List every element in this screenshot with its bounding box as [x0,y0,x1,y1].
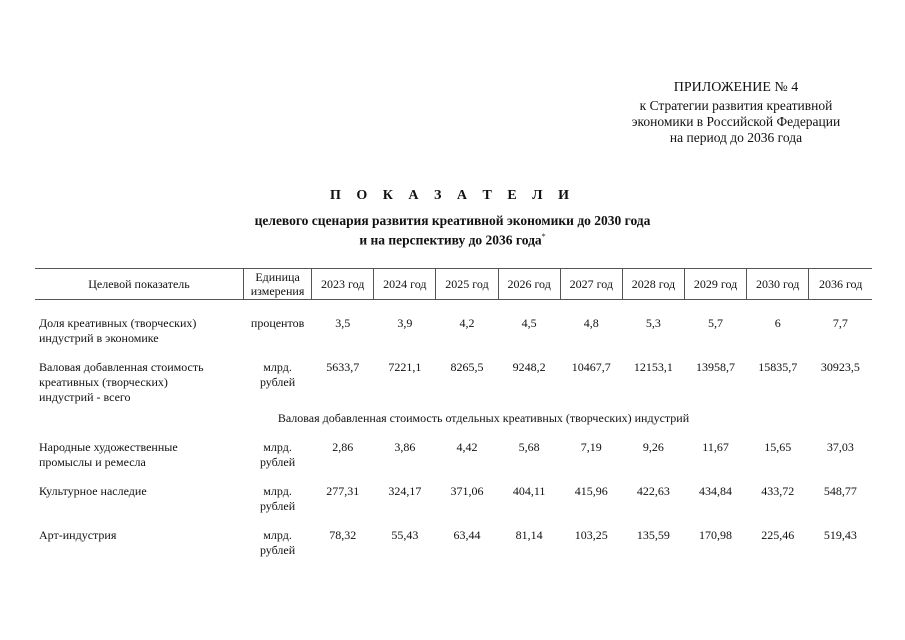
row-value: 324,17 [388,484,422,498]
row-value: 2,86 [332,440,354,454]
row-name-l1: Валовая добавленная стоимость [39,360,204,374]
header-year: 2030 год [747,269,809,300]
header-year: 2036 год [809,269,872,300]
row-value: 170,98 [699,528,733,542]
row-value: 5633,7 [326,360,360,374]
header-year: 2023 год [312,269,374,300]
row-unit-l2: рублей [259,543,296,557]
row-value: 8265,5 [450,360,484,374]
document-title: П О К А З А Т Е Л И [329,188,576,203]
header-year: 2028 год [622,269,684,300]
row-unit-l1: млрд. [263,360,292,374]
row-unit: процентов [250,316,305,330]
header-year: 2027 год [560,269,622,300]
subtitle-line [0,229,905,249]
footnote-mark: * [541,232,546,241]
row-unit [243,360,311,405]
row-value: 63,44 [453,528,481,542]
row-name [35,360,243,405]
row-value: 37,03 [826,440,854,454]
row-value: 7221,1 [388,360,422,374]
row-value: 225,46 [761,528,795,542]
row-name: Арт-индустрия [39,528,117,542]
header-unit [243,269,311,300]
row-value: 3,5 [335,316,351,330]
header-year: 2024 год [374,269,436,300]
row-value: 15835,7 [758,360,798,374]
row-name-l2: креативных (творческих) [39,375,168,389]
row-value: 434,84 [699,484,733,498]
section-heading-row [35,411,872,426]
subtitle-line-text: и на перспективу до 2036 года [359,232,542,248]
row-value: 10467,7 [571,360,611,374]
indicators-table [35,268,872,558]
row-value: 11,67 [702,440,729,454]
table-row [35,440,872,470]
row-value: 4,8 [583,316,599,330]
row-name-l3: индустрий - всего [39,390,131,404]
row-name [35,316,243,346]
header-unit-l1: Единица [255,270,300,284]
row-value: 4,5 [521,316,537,330]
row-value: 15,65 [764,440,792,454]
table-row [35,528,872,558]
row-value: 13958,7 [696,360,736,374]
row-value: 81,14 [515,528,543,542]
row-value: 3,86 [394,440,416,454]
document-subtitle [0,213,905,249]
appendix-ref-line: экономики в Российской Федерации [631,114,841,129]
header-indicator: Целевой показатель [35,269,243,300]
row-value: 135,59 [636,528,670,542]
row-value: 103,25 [574,528,608,542]
section-heading: Валовая добавленная стоимость отдельных креативных (творческих) индустрий [277,411,690,425]
table-row [35,360,872,405]
row-unit-l2: рублей [259,455,296,469]
appendix-ref-line: к Стратегии развития креативной [639,98,833,113]
row-value: 12153,1 [633,360,673,374]
row-value: 6 [774,316,781,330]
row-value: 5,68 [518,440,540,454]
row-value: 404,11 [512,484,546,498]
row-value: 4,42 [456,440,478,454]
row-name-l2: индустрий в экономике [39,331,159,345]
row-unit-l2: рублей [259,499,296,513]
row-name-l2: промыслы и ремесла [39,455,146,469]
row-unit-l1: млрд. [263,528,292,542]
row-value: 30923,5 [820,360,860,374]
row-unit-l1: млрд. [263,440,292,454]
row-value: 519,43 [823,528,857,542]
row-value: 433,72 [761,484,795,498]
header-year: 2026 год [498,269,560,300]
table-header-row [35,269,872,300]
row-name-l1: Доля креативных (творческих) [39,316,197,330]
row-value: 277,31 [326,484,360,498]
row-name: Культурное наследие [39,484,147,498]
row-value: 9248,2 [512,360,546,374]
row-value: 5,3 [645,316,661,330]
subtitle-line: целевого сценария развития креативной экономики до 2030 года [254,213,651,228]
row-value: 4,2 [459,316,475,330]
table-row [35,316,872,346]
row-value: 78,32 [329,528,357,542]
row-name [35,440,243,470]
row-unit [243,440,311,470]
row-unit [243,484,311,514]
appendix-ref-line: на период до 2036 года [669,130,803,145]
table-row [35,484,872,514]
row-value: 3,9 [397,316,413,330]
row-value: 422,63 [636,484,670,498]
header-unit-l2: измерения [250,284,305,298]
row-unit-l1: млрд. [263,484,292,498]
row-name-l1: Народные художественные [39,440,178,454]
header-year: 2025 год [436,269,498,300]
row-value: 5,7 [708,316,724,330]
row-value: 9,26 [642,440,664,454]
row-value: 371,06 [450,484,484,498]
row-unit-l2: рублей [259,375,296,389]
row-value: 55,43 [391,528,419,542]
appendix-header [600,80,872,146]
row-unit [243,528,311,558]
row-value: 415,96 [574,484,608,498]
row-value: 7,7 [832,316,848,330]
row-value: 7,19 [580,440,602,454]
header-year: 2029 год [684,269,746,300]
appendix-number: ПРИЛОЖЕНИЕ № 4 [673,80,799,95]
row-value: 548,77 [823,484,857,498]
